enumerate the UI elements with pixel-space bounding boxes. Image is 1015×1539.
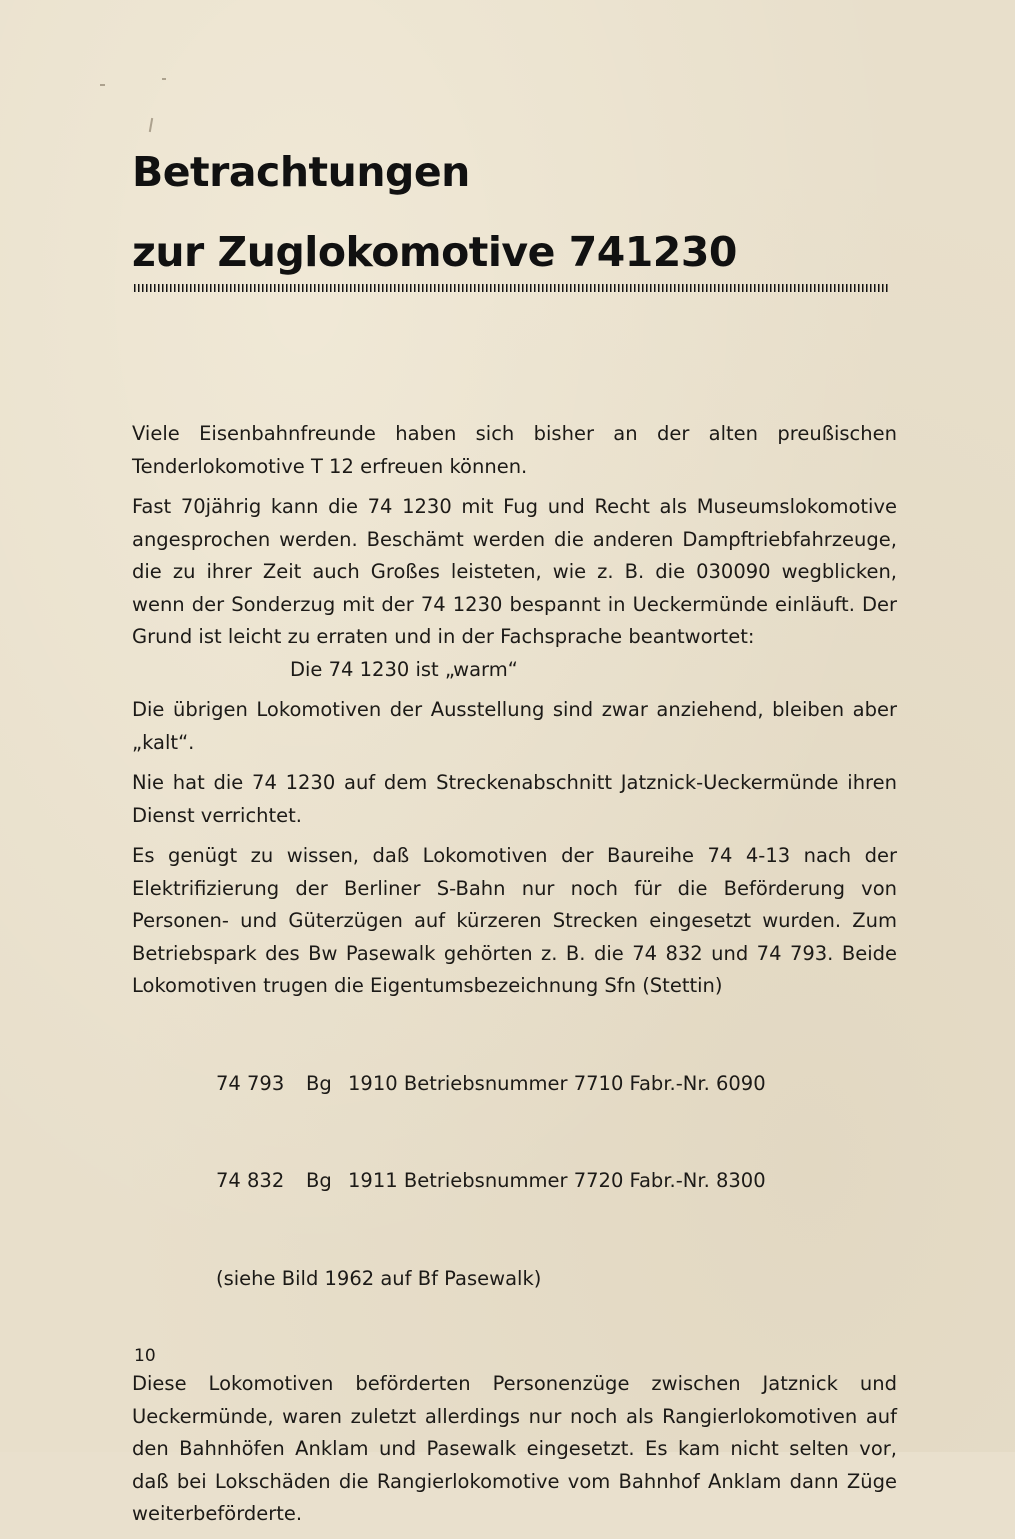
paper-speck [100, 84, 105, 86]
list-item [216, 1165, 897, 1198]
paper-speck [149, 118, 153, 132]
loco-detail: 1911 Betriebsnummer 7720 Fabr.-Nr. 8300 [348, 1169, 766, 1192]
list-note: (siehe Bild 1962 auf Bf Pasewalk) [216, 1266, 542, 1290]
paragraph-shunting: Diese Lokomotiven beförderten Personenzüge zwischen Jatznick und Ueckermünde, waren zuletzt allerdings nur noch als Rangierlokomotiven auf den Bahnhöfen Anklam und Pasewalk eingesetzt. Es kam nicht selten vor, daß bei Lokschäden die Rangierlokomotive vom Bahnhof Anklam dann Züge weiterbeförderte. [132, 1372, 897, 1525]
list-item [216, 1068, 897, 1101]
title-line-2: zur Zuglokomotive 741230 [132, 228, 737, 276]
title-line-1: Betrachtungen [132, 148, 470, 196]
paragraph-series-74: Es genügt zu wissen, daß Lokomotiven der Baureihe 74 4-13 nach der Elektrifizierung der Berliner S-Bahn nur noch für die Beförderung von Personen- und Güterzügen auf kürzeren Strecken eingesetzt wurden. Zum Betriebspark des Bw Pasewalk gehörten z. B. die 74 832 und 74 793. Beide Lokomotiven trugen die Eigentumsbezeichnung Sfn (Stettin) [132, 844, 897, 997]
paragraph-intro: Viele Eisenbahnfreunde haben sich bisher an der alten preußischen Tenderlokomotive T 12 erfreuen können. [132, 422, 897, 478]
loco-number: 74 832 [216, 1169, 285, 1192]
paper-speck [162, 78, 166, 80]
page-number: 10 [134, 1346, 156, 1366]
paragraph-route: Nie hat die 74 1230 auf dem Streckenabschnitt Jatznick-Ueckermünde ihren Dienst verrichtet. [132, 771, 897, 827]
page-title [132, 132, 737, 292]
paragraph-cold-locomotives: Die übrigen Lokomotiven der Ausstellung sind zwar anziehend, bleiben aber „kalt“. [132, 698, 897, 754]
loco-maker: Bg [306, 1169, 332, 1192]
quote-warm: Die 74 1230 ist „warm“ [290, 657, 518, 681]
loco-maker: Bg [306, 1071, 332, 1095]
title-rule-divider [134, 284, 890, 292]
paragraph-museum-locomotive: Fast 70jährig kann die 74 1230 mit Fug und Recht als Museumslokomotive angesprochen werden. Beschämt werden die anderen Dampftriebfahrzeuge, die zu ihrer Zeit auch Großes leisteten, wie z. B. die 030090 wegblicken, wenn der Sonderzug mit der 74 1230 bespannt in Ueckermünde einläuft. Der Grund ist leicht zu erraten und in der Fachsprache beantwortet: [132, 495, 897, 648]
loco-number: 74 793 [216, 1071, 285, 1095]
article-body [132, 418, 897, 1539]
loco-detail: 1910 Betriebsnummer 7710 Fabr.-Nr. 6090 [348, 1071, 766, 1095]
locomotive-list [132, 1003, 897, 1369]
